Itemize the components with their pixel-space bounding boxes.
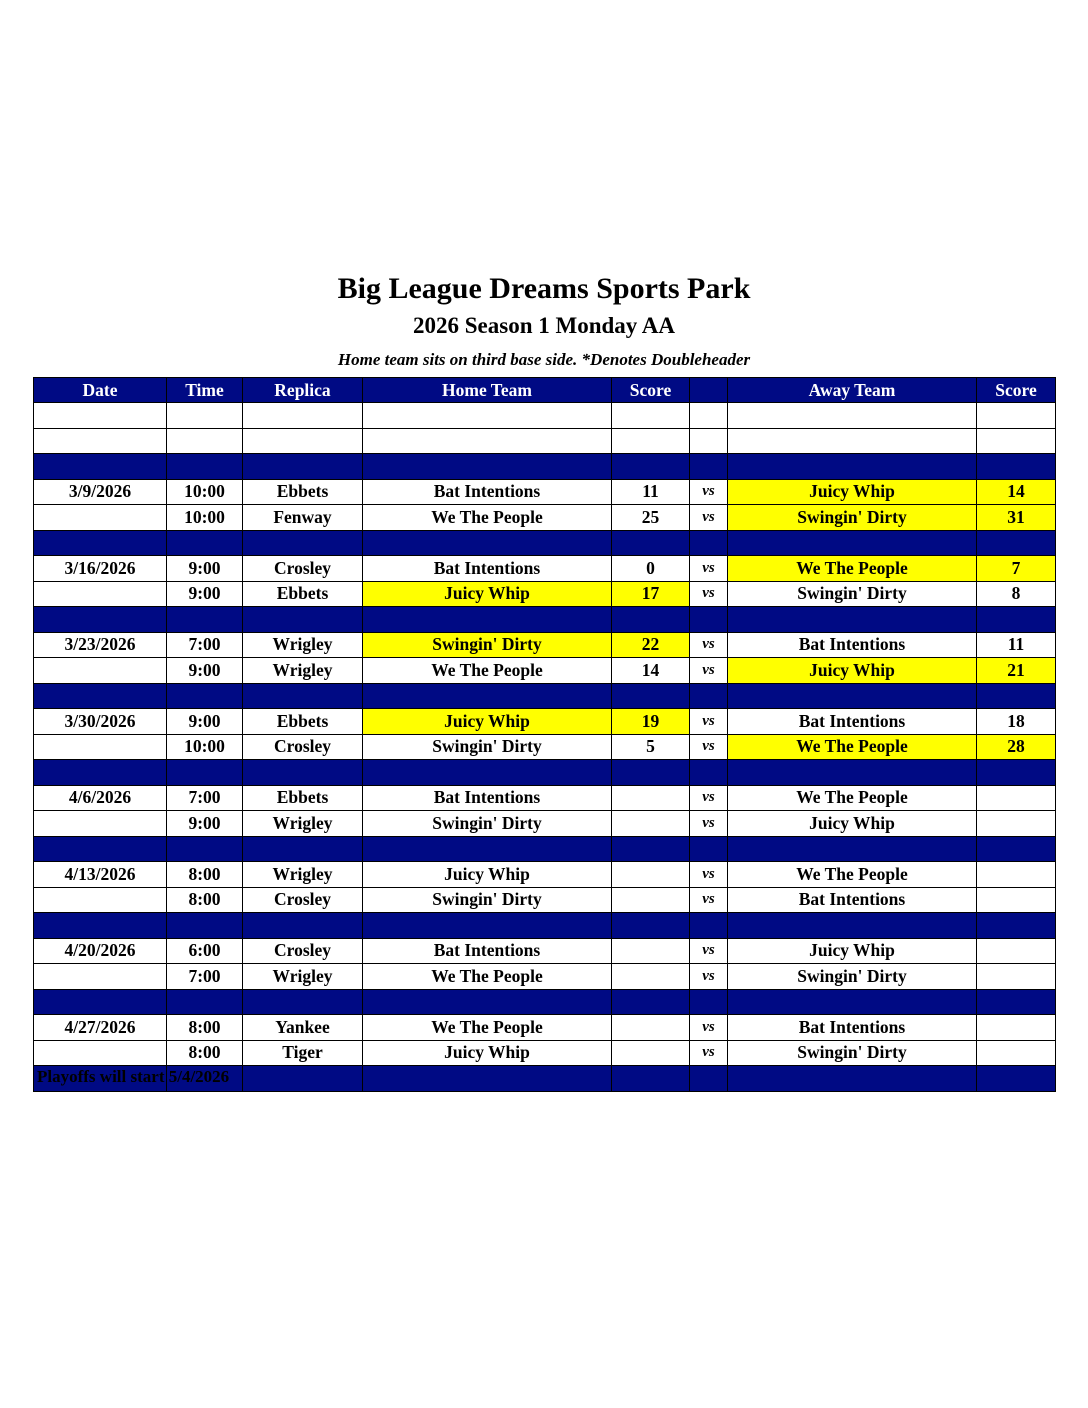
cell-replica	[243, 683, 363, 709]
cell-away-team	[728, 428, 977, 454]
cell-home-score	[612, 811, 690, 837]
cell-away-team: Swingin' Dirty	[728, 581, 977, 607]
cell-vs	[690, 760, 728, 786]
page-title: Big League Dreams Sports Park	[337, 272, 751, 305]
cell-replica	[243, 454, 363, 480]
cell-replica: Ebbets	[243, 785, 363, 811]
cell-replica: Tiger	[243, 1040, 363, 1066]
cell-vs	[690, 530, 728, 556]
cell-home-team	[363, 989, 612, 1015]
cell-away-team: We The People	[728, 734, 977, 760]
cell-replica: Wrigley	[243, 964, 363, 990]
table-row	[34, 505, 1056, 531]
cell-time: 10:00	[167, 505, 243, 531]
cell-replica: Ebbets	[243, 709, 363, 735]
cell-time: 9:00	[167, 658, 243, 684]
cell-away-score: 11	[977, 632, 1056, 658]
cell-home-team: Swingin' Dirty	[363, 887, 612, 913]
cell-away-team	[728, 913, 977, 939]
cell-away-score	[977, 938, 1056, 964]
cell-vs: vs	[690, 556, 728, 582]
cell-date: 4/6/2026	[34, 785, 167, 811]
cell-vs	[690, 989, 728, 1015]
cell-replica	[243, 760, 363, 786]
header-away-score: Score	[977, 378, 1056, 403]
cell-time	[167, 760, 243, 786]
cell-home-score	[612, 913, 690, 939]
header-row	[34, 378, 1056, 403]
cell-home-team	[363, 836, 612, 862]
cell-away-team: Bat Intentions	[728, 887, 977, 913]
cell-away-team: Swingin' Dirty	[728, 964, 977, 990]
cell-away-score	[977, 836, 1056, 862]
cell-vs: vs	[690, 1040, 728, 1066]
cell-vs: vs	[690, 581, 728, 607]
cell-home-team: Swingin' Dirty	[363, 734, 612, 760]
separator-row	[34, 530, 1056, 556]
cell-away-team: Bat Intentions	[728, 709, 977, 735]
cell-away-score	[977, 530, 1056, 556]
cell-home-team	[363, 428, 612, 454]
cell-away-team: Juicy Whip	[728, 658, 977, 684]
cell-vs: vs	[690, 938, 728, 964]
cell-vs	[690, 913, 728, 939]
cell-home-team	[363, 454, 612, 480]
cell-home-score: 19	[612, 709, 690, 735]
cell-home-team: Juicy Whip	[363, 862, 612, 888]
cell-away-team	[728, 403, 977, 429]
cell-home-team: We The People	[363, 658, 612, 684]
cell-away-score	[977, 989, 1056, 1015]
cell-home-team: Bat Intentions	[363, 479, 612, 505]
cell-time	[167, 607, 243, 633]
separator-row	[34, 683, 1056, 709]
cell-time: 10:00	[167, 734, 243, 760]
cell-replica	[243, 403, 363, 429]
cell-replica	[243, 989, 363, 1015]
separator-row	[34, 760, 1056, 786]
cell-home-score	[612, 938, 690, 964]
cell-date	[34, 734, 167, 760]
cell-date	[34, 760, 167, 786]
cell-replica: Wrigley	[243, 632, 363, 658]
cell-home-score	[612, 454, 690, 480]
cell-home-score	[612, 530, 690, 556]
table-row	[34, 862, 1056, 888]
cell-home-score: 25	[612, 505, 690, 531]
cell-home-team	[363, 760, 612, 786]
cell-vs	[690, 428, 728, 454]
cell-away-team	[728, 454, 977, 480]
cell-away-score	[977, 913, 1056, 939]
cell-away-team: We The People	[728, 556, 977, 582]
cell-date	[34, 505, 167, 531]
cell-time	[167, 454, 243, 480]
cell-home-team	[363, 683, 612, 709]
cell-home-score	[612, 964, 690, 990]
schedule-note: Home team sits on third base side. *Denotes Doubleheader	[337, 350, 751, 369]
cell-time: 7:00	[167, 964, 243, 990]
cell-replica: Ebbets	[243, 479, 363, 505]
cell-time	[167, 428, 243, 454]
cell-home-team: We The People	[363, 964, 612, 990]
cell-date: 4/27/2026	[34, 1015, 167, 1041]
cell-time: 9:00	[167, 811, 243, 837]
cell-away-score	[977, 428, 1056, 454]
table-row	[34, 1040, 1056, 1066]
cell-away-team: Bat Intentions	[728, 632, 977, 658]
cell-home-team	[363, 530, 612, 556]
blank-row	[34, 428, 1056, 454]
cell-replica: Fenway	[243, 505, 363, 531]
cell-date	[34, 607, 167, 633]
cell-home-team	[363, 607, 612, 633]
cell-time: 8:00	[167, 1015, 243, 1041]
cell-time	[167, 989, 243, 1015]
table-row	[34, 581, 1056, 607]
cell-time: 8:00	[167, 887, 243, 913]
cell-date	[34, 683, 167, 709]
cell-home-team: Juicy Whip	[363, 1040, 612, 1066]
cell-replica	[243, 428, 363, 454]
cell-replica	[243, 913, 363, 939]
cell-vs	[690, 683, 728, 709]
cell-away-team: Swingin' Dirty	[728, 505, 977, 531]
header-home-team: Home Team	[363, 378, 612, 403]
separator-row	[34, 607, 1056, 633]
cell-away-score	[977, 607, 1056, 633]
cell-home-score	[612, 403, 690, 429]
table-row	[34, 887, 1056, 913]
cell-away-team: Juicy Whip	[728, 479, 977, 505]
cell-away-score: 18	[977, 709, 1056, 735]
cell-replica	[243, 607, 363, 633]
cell-home-score: 0	[612, 556, 690, 582]
cell-date	[34, 887, 167, 913]
cell-home-team: Swingin' Dirty	[363, 632, 612, 658]
cell-away-score	[977, 760, 1056, 786]
cell-vs: vs	[690, 887, 728, 913]
cell-date: 4/13/2026	[34, 862, 167, 888]
cell-home-team	[363, 403, 612, 429]
cell-home-team: Bat Intentions	[363, 785, 612, 811]
cell-time: 9:00	[167, 709, 243, 735]
cell-replica: Wrigley	[243, 658, 363, 684]
cell-vs: vs	[690, 811, 728, 837]
cell-home-team: Bat Intentions	[363, 556, 612, 582]
cell-time: 6:00	[167, 938, 243, 964]
cell-away-team: Juicy Whip	[728, 811, 977, 837]
cell-home-score	[612, 887, 690, 913]
cell-time	[167, 913, 243, 939]
cell-replica: Yankee	[243, 1015, 363, 1041]
cell-away-score	[977, 862, 1056, 888]
cell-home-team	[363, 913, 612, 939]
schedule-body	[34, 403, 1056, 1092]
cell-away-team: We The People	[728, 862, 977, 888]
cell-home-team: We The People	[363, 1015, 612, 1041]
table-row	[34, 556, 1056, 582]
cell-home-score: 14	[612, 658, 690, 684]
cell-time: 8:00	[167, 862, 243, 888]
cell-vs: vs	[690, 632, 728, 658]
table-row	[34, 811, 1056, 837]
separator-row	[34, 454, 1056, 480]
header-date: Date	[34, 378, 167, 403]
cell-date	[34, 811, 167, 837]
table-row	[34, 734, 1056, 760]
separator-row	[34, 836, 1056, 862]
cell-away-score	[977, 683, 1056, 709]
cell-away-score	[977, 887, 1056, 913]
cell-replica: Crosley	[243, 556, 363, 582]
cell-vs	[690, 836, 728, 862]
cell-time: 8:00	[167, 1040, 243, 1066]
cell-home-score: 17	[612, 581, 690, 607]
cell-vs: vs	[690, 479, 728, 505]
header-replica: Replica	[243, 378, 363, 403]
cell-vs	[690, 403, 728, 429]
cell-home-team	[363, 1066, 612, 1092]
table-row	[34, 785, 1056, 811]
cell-date	[34, 836, 167, 862]
cell-date	[34, 658, 167, 684]
cell-away-score	[977, 785, 1056, 811]
cell-date	[34, 403, 167, 429]
cell-date	[34, 1040, 167, 1066]
table-row	[34, 632, 1056, 658]
separator-row	[34, 989, 1056, 1015]
cell-home-score	[612, 989, 690, 1015]
cell-away-team	[728, 607, 977, 633]
cell-date	[34, 964, 167, 990]
cell-vs	[690, 607, 728, 633]
cell-away-score	[977, 403, 1056, 429]
cell-time	[167, 403, 243, 429]
cell-home-score	[612, 1015, 690, 1041]
table-row	[34, 658, 1056, 684]
cell-date	[34, 530, 167, 556]
cell-date: 3/30/2026	[34, 709, 167, 735]
cell-away-score: 31	[977, 505, 1056, 531]
cell-replica: Crosley	[243, 938, 363, 964]
schedule-table	[33, 377, 1056, 1092]
cell-time	[167, 530, 243, 556]
table-row	[34, 709, 1056, 735]
cell-away-team	[728, 1066, 977, 1092]
cell-date	[34, 581, 167, 607]
cell-home-team: Bat Intentions	[363, 938, 612, 964]
header-home-score: Score	[612, 378, 690, 403]
cell-date	[34, 913, 167, 939]
cell-home-score	[612, 760, 690, 786]
cell-home-team: Juicy Whip	[363, 581, 612, 607]
cell-away-team	[728, 530, 977, 556]
cell-away-score: 7	[977, 556, 1056, 582]
table-row	[34, 479, 1056, 505]
cell-time: 9:00	[167, 581, 243, 607]
cell-replica	[243, 836, 363, 862]
cell-away-team	[728, 760, 977, 786]
blank-row	[34, 403, 1056, 429]
cell-away-score	[977, 1040, 1056, 1066]
cell-home-score	[612, 1040, 690, 1066]
cell-home-score: 5	[612, 734, 690, 760]
cell-vs: vs	[690, 964, 728, 990]
cell-away-score: 8	[977, 581, 1056, 607]
header-vs	[690, 378, 728, 403]
cell-vs	[690, 1066, 728, 1092]
cell-home-team: Swingin' Dirty	[363, 811, 612, 837]
table-row	[34, 964, 1056, 990]
cell-vs: vs	[690, 1015, 728, 1041]
table-row	[34, 1015, 1056, 1041]
cell-away-score	[977, 1066, 1056, 1092]
cell-vs: vs	[690, 734, 728, 760]
separator-row	[34, 913, 1056, 939]
cell-date: 3/23/2026	[34, 632, 167, 658]
cell-date	[34, 454, 167, 480]
cell-time: 7:00	[167, 785, 243, 811]
cell-vs: vs	[690, 658, 728, 684]
cell-vs: vs	[690, 505, 728, 531]
cell-time: 9:00	[167, 556, 243, 582]
cell-home-score	[612, 428, 690, 454]
cell-away-score	[977, 811, 1056, 837]
cell-date: 3/16/2026	[34, 556, 167, 582]
cell-away-team	[728, 989, 977, 1015]
cell-home-score: 22	[612, 632, 690, 658]
cell-home-team: We The People	[363, 505, 612, 531]
cell-home-team: Juicy Whip	[363, 709, 612, 735]
cell-home-score	[612, 836, 690, 862]
cell-date	[34, 989, 167, 1015]
cell-home-score: 11	[612, 479, 690, 505]
cell-replica	[243, 1066, 363, 1092]
cell-away-team: Juicy Whip	[728, 938, 977, 964]
cell-vs: vs	[690, 862, 728, 888]
cell-home-score	[612, 683, 690, 709]
cell-home-score	[612, 607, 690, 633]
cell-away-score: 28	[977, 734, 1056, 760]
cell-away-score: 14	[977, 479, 1056, 505]
cell-date: 4/20/2026	[34, 938, 167, 964]
playoffs-note: Playoffs will start 5/4/2026	[37, 1067, 230, 1086]
cell-date: 3/9/2026	[34, 479, 167, 505]
cell-vs: vs	[690, 785, 728, 811]
cell-away-score	[977, 454, 1056, 480]
cell-replica: Ebbets	[243, 581, 363, 607]
cell-away-score	[977, 964, 1056, 990]
table-row	[34, 938, 1056, 964]
cell-replica: Wrigley	[243, 862, 363, 888]
cell-home-score	[612, 1066, 690, 1092]
cell-replica: Wrigley	[243, 811, 363, 837]
cell-replica	[243, 530, 363, 556]
cell-vs	[690, 454, 728, 480]
cell-replica: Crosley	[243, 734, 363, 760]
cell-away-score	[977, 1015, 1056, 1041]
cell-replica: Crosley	[243, 887, 363, 913]
cell-time: 10:00	[167, 479, 243, 505]
header-time: Time	[167, 378, 243, 403]
cell-home-score	[612, 862, 690, 888]
cell-away-score: 21	[977, 658, 1056, 684]
cell-time	[167, 683, 243, 709]
cell-time	[167, 836, 243, 862]
cell-vs: vs	[690, 709, 728, 735]
cell-away-team: We The People	[728, 785, 977, 811]
cell-away-team	[728, 836, 977, 862]
cell-away-team: Bat Intentions	[728, 1015, 977, 1041]
cell-home-score	[612, 785, 690, 811]
cell-date	[34, 428, 167, 454]
cell-time: 7:00	[167, 632, 243, 658]
page-subtitle: 2026 Season 1 Monday AA	[413, 313, 675, 338]
header-away-team: Away Team	[728, 378, 977, 403]
cell-away-team	[728, 683, 977, 709]
cell-away-team: Swingin' Dirty	[728, 1040, 977, 1066]
